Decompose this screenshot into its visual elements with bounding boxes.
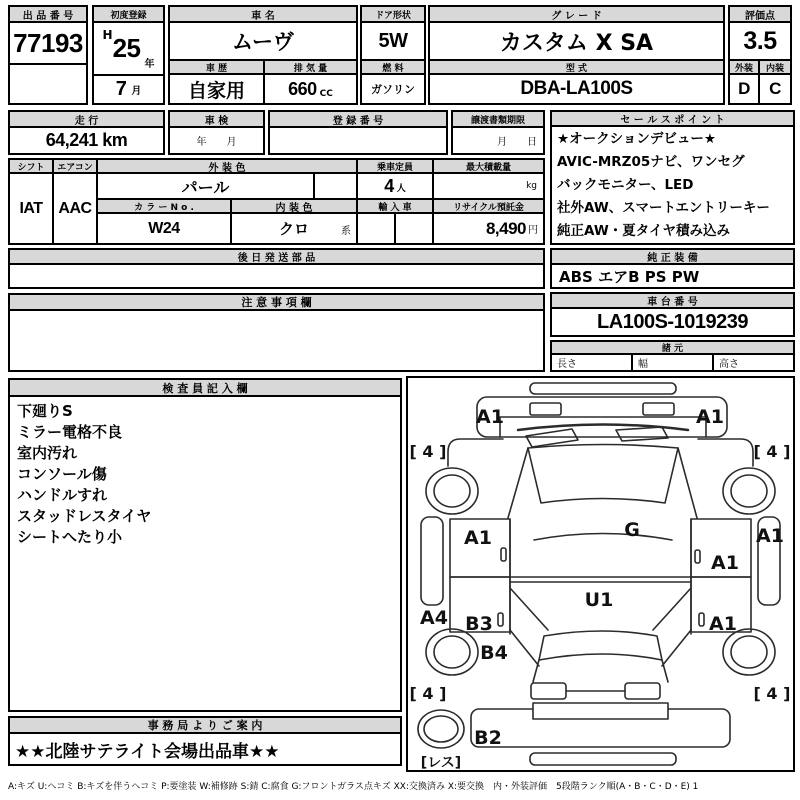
registration-number-box <box>268 110 448 155</box>
caution-value <box>10 311 543 370</box>
later-parts-box <box>8 248 545 289</box>
right-rear-door-handle <box>699 613 704 626</box>
c-pillar-right-line-1 <box>653 588 691 630</box>
tire-label-rear-left: [ 4 ] <box>409 684 447 703</box>
damage-label-left-front-door: A1 <box>464 527 492 549</box>
color-number-label: カ ラ ー N o . <box>98 200 232 214</box>
inspector-note: ハンドルすれ <box>17 486 108 504</box>
max-load-value: kg <box>434 174 543 200</box>
recycle-deposit-unit: 円 <box>528 225 538 236</box>
displacement-number: 660 <box>288 78 317 99</box>
era-mark: H <box>102 28 113 42</box>
max-load-label: 最大積載量 <box>434 160 543 174</box>
exterior-color-sub-cell <box>315 174 358 200</box>
car-name-label: 車 名 <box>170 7 356 23</box>
auction-number-value: 77193 <box>10 23 86 65</box>
grade-box <box>428 5 725 105</box>
exterior-color-value: パール <box>98 174 315 200</box>
damage-label-windshield: G <box>624 519 640 541</box>
history-value: 自家用 <box>170 75 265 103</box>
interior-color-label: 内 装 色 <box>232 200 358 214</box>
door-shape-label: ドア形状 <box>362 7 424 23</box>
aircon-label: エアコン <box>54 160 98 174</box>
sales-points-box <box>550 110 795 245</box>
office-notice-label: 事 務 局 よ り ご 案 内 <box>10 718 400 734</box>
damage-label-left-rear-arch: B4 <box>480 642 508 664</box>
damage-diagram-box <box>406 376 795 772</box>
capacity-value <box>358 174 434 200</box>
score-label: 評価点 <box>730 7 790 23</box>
rear-gate-lower-shape <box>533 703 668 719</box>
transfer-deadline-value: 月 日 <box>497 137 537 148</box>
exterior-grade-value: D <box>730 75 760 103</box>
caution-box <box>8 293 545 372</box>
later-parts-value <box>10 265 543 287</box>
inspector-note: コンソール傷 <box>17 465 107 483</box>
import-car-cell-1 <box>358 214 396 243</box>
front-fender-left-line <box>448 439 503 466</box>
c-pillar-left-line-2 <box>510 630 539 666</box>
windshield-shape <box>528 445 678 504</box>
registration-number-label: 登 録 番 号 <box>270 112 446 128</box>
fuel-label: 燃 料 <box>362 61 424 75</box>
first-registration-label: 初度登録 <box>94 7 163 23</box>
specs-label: 諸 元 <box>552 342 793 355</box>
sales-point-line: ★オークションデビュー★ <box>557 131 716 147</box>
inspector-note: シートへたり小 <box>17 528 123 546</box>
inspector-note: 下廻りS <box>17 402 73 420</box>
import-car-label: 輸 入 車 <box>358 200 434 214</box>
equipment-box <box>550 248 795 289</box>
right-front-door-handle <box>695 550 700 563</box>
damage-label-left-rear-door: B3 <box>465 613 493 635</box>
shift-value: IAT <box>10 174 54 243</box>
year-unit: 年 <box>144 59 155 70</box>
a-pillar-right-line <box>678 448 697 518</box>
recycle-deposit-value: 8,490 <box>485 218 526 238</box>
damage-label-roof: U1 <box>584 589 614 611</box>
sales-points-label: セ ー ル ス ポ イ ン ト <box>552 112 793 127</box>
interior-grade-label: 内装 <box>760 61 790 75</box>
c-pillar-left-line-1 <box>510 588 548 630</box>
damage-label-front-bumper-left: A1 <box>476 406 504 428</box>
chassis-number-box <box>550 292 795 337</box>
specs-box <box>550 340 795 372</box>
recycle-deposit-cell <box>434 214 543 243</box>
inspector-note: スタッドレスタイヤ <box>17 507 152 525</box>
sales-point-line: AVIC-MRZ05ナビ、ワンセグ <box>557 154 745 170</box>
mileage-box <box>8 110 165 155</box>
equipment-label: 純 正 装 備 <box>552 250 793 265</box>
left-rocker-panel-shape <box>421 517 443 605</box>
displacement-value <box>265 75 356 103</box>
spare-tire-label: [レス] <box>420 755 462 770</box>
office-notice-box <box>8 716 402 766</box>
history-label: 車 歴 <box>170 61 265 75</box>
month-unit: 月 <box>131 86 142 97</box>
capacity-label: 乗車定員 <box>358 160 434 174</box>
capacity-unit: 人 <box>396 184 406 194</box>
c-pillar-right-line-2 <box>662 630 691 666</box>
month-value: 7 <box>115 78 127 100</box>
auction-number-box <box>8 5 88 105</box>
damage-label-right-front-door: A1 <box>711 552 739 574</box>
tire-label-front-left: [ 4 ] <box>409 442 447 461</box>
interior-color-suffix: 系 <box>341 226 351 237</box>
office-notice-value: ★★北陸サテライト会場出品車★★ <box>15 741 280 762</box>
damage-label-right-rear-door: A1 <box>709 613 737 635</box>
displacement-label: 排 気 量 <box>265 61 356 75</box>
spec-length-label: 長さ <box>552 355 633 370</box>
sales-point-line: 社外AW、スマートエントリーキー <box>557 200 770 216</box>
displacement-unit: CC <box>319 89 333 99</box>
front-fender-right-line <box>698 439 753 466</box>
transfer-deadline-label: 譲渡書類期限 <box>453 112 543 128</box>
grade-label: グ レ ー ド <box>430 7 723 23</box>
registration-number-value <box>270 128 446 153</box>
interior-color-cell <box>232 214 358 243</box>
exterior-grade-label: 外装 <box>730 61 760 75</box>
front-bumper-lip-shape <box>530 383 676 394</box>
inspector-notes-label: 検 査 員 記 入 欄 <box>10 380 400 397</box>
legend-footer: A:キズ U:ヘコミ B:キズを伴うヘコミ P:要塗装 W:補修跡 S:錆 C:腐食 G:フロントガラス点キズ XX:交換済み X:要交換 内・外装評価 5段階ランク順(A・B・C・D・E) 1 <box>8 782 699 792</box>
damage-label-rear-bumper: B2 <box>474 727 502 749</box>
mileage-label: 走 行 <box>10 112 163 128</box>
interior-grade-value: C <box>769 79 781 98</box>
inspector-note: ミラー電格不良 <box>17 423 123 441</box>
sales-point-line: バックモニター、LED <box>557 177 694 193</box>
inspector-note: 室内汚れ <box>17 444 78 462</box>
windshield-base-arc <box>534 534 672 541</box>
transfer-deadline-box <box>451 110 545 155</box>
later-parts-label: 後 日 発 送 部 品 <box>10 250 543 265</box>
color-number-value: W24 <box>98 214 232 243</box>
first-registration-box <box>92 5 165 105</box>
fuel-value: ガソリン <box>371 83 415 96</box>
score-box <box>728 5 792 105</box>
damage-label-right-side: A1 <box>756 525 784 547</box>
inspector-notes-body <box>10 397 400 552</box>
score-value: 3.5 <box>730 23 790 61</box>
mileage-value: 64,241 km <box>45 130 128 150</box>
car-name-box <box>168 5 358 105</box>
damage-label-front-bumper-right: A1 <box>696 406 724 428</box>
inspection-label: 車 検 <box>170 112 263 128</box>
year-value: 25 <box>112 33 141 63</box>
first-registration-year <box>94 23 163 76</box>
damage-label-left-quarter: A4 <box>420 607 448 629</box>
rear-gate-hinge-left <box>531 683 566 699</box>
first-registration-month <box>94 76 163 103</box>
inspection-value: 年 月 <box>196 137 237 148</box>
auction-number-label: 出 品 番 号 <box>10 7 86 23</box>
rear-gate-hinge-right <box>625 683 660 699</box>
chassis-number-label: 車 台 番 号 <box>552 294 793 309</box>
door-shape-box <box>360 5 426 105</box>
capacity-number: 4 <box>384 175 394 196</box>
model-code-value: DBA-LA100S <box>520 78 633 99</box>
rear-bumper-lip-shape <box>530 753 676 765</box>
tire-label-rear-right: [ 4 ] <box>753 684 791 703</box>
car-top-view-diagram <box>408 378 793 770</box>
caution-label: 注 意 事 項 欄 <box>10 295 543 311</box>
a-pillar-left-line <box>508 448 528 518</box>
grade-value: カスタム X SA <box>430 23 723 61</box>
left-rear-door-handle <box>498 613 503 626</box>
sales-points-body <box>552 127 793 244</box>
inspection-box <box>168 110 265 155</box>
model-code-label: 型 式 <box>430 61 723 75</box>
spec-height-label: 高さ <box>719 359 739 370</box>
tire-label-front-right: [ 4 ] <box>753 442 791 461</box>
left-front-door-handle <box>501 548 506 561</box>
chassis-number-value: LA100S-1019239 <box>597 310 748 333</box>
inspector-notes-box <box>8 378 402 712</box>
equipment-value: ABS エアB PS PW <box>559 267 700 286</box>
recycle-deposit-label: リサイクル預託金 <box>434 200 543 214</box>
door-shape-value: 5W <box>362 23 424 61</box>
shift-label: シフト <box>10 160 54 174</box>
import-car-cell-2 <box>396 214 434 243</box>
exterior-color-label: 外 装 色 <box>98 160 358 174</box>
sales-point-line: 純正AW・夏タイヤ積み込み <box>557 223 730 239</box>
car-name-value: ムーヴ <box>170 23 356 61</box>
aircon-value: AAC <box>54 174 98 243</box>
rear-window-shape <box>539 631 662 660</box>
interior-color-value: クロ <box>278 220 309 238</box>
color-spec-box <box>8 158 545 245</box>
spec-width-label: 幅 <box>633 355 714 370</box>
